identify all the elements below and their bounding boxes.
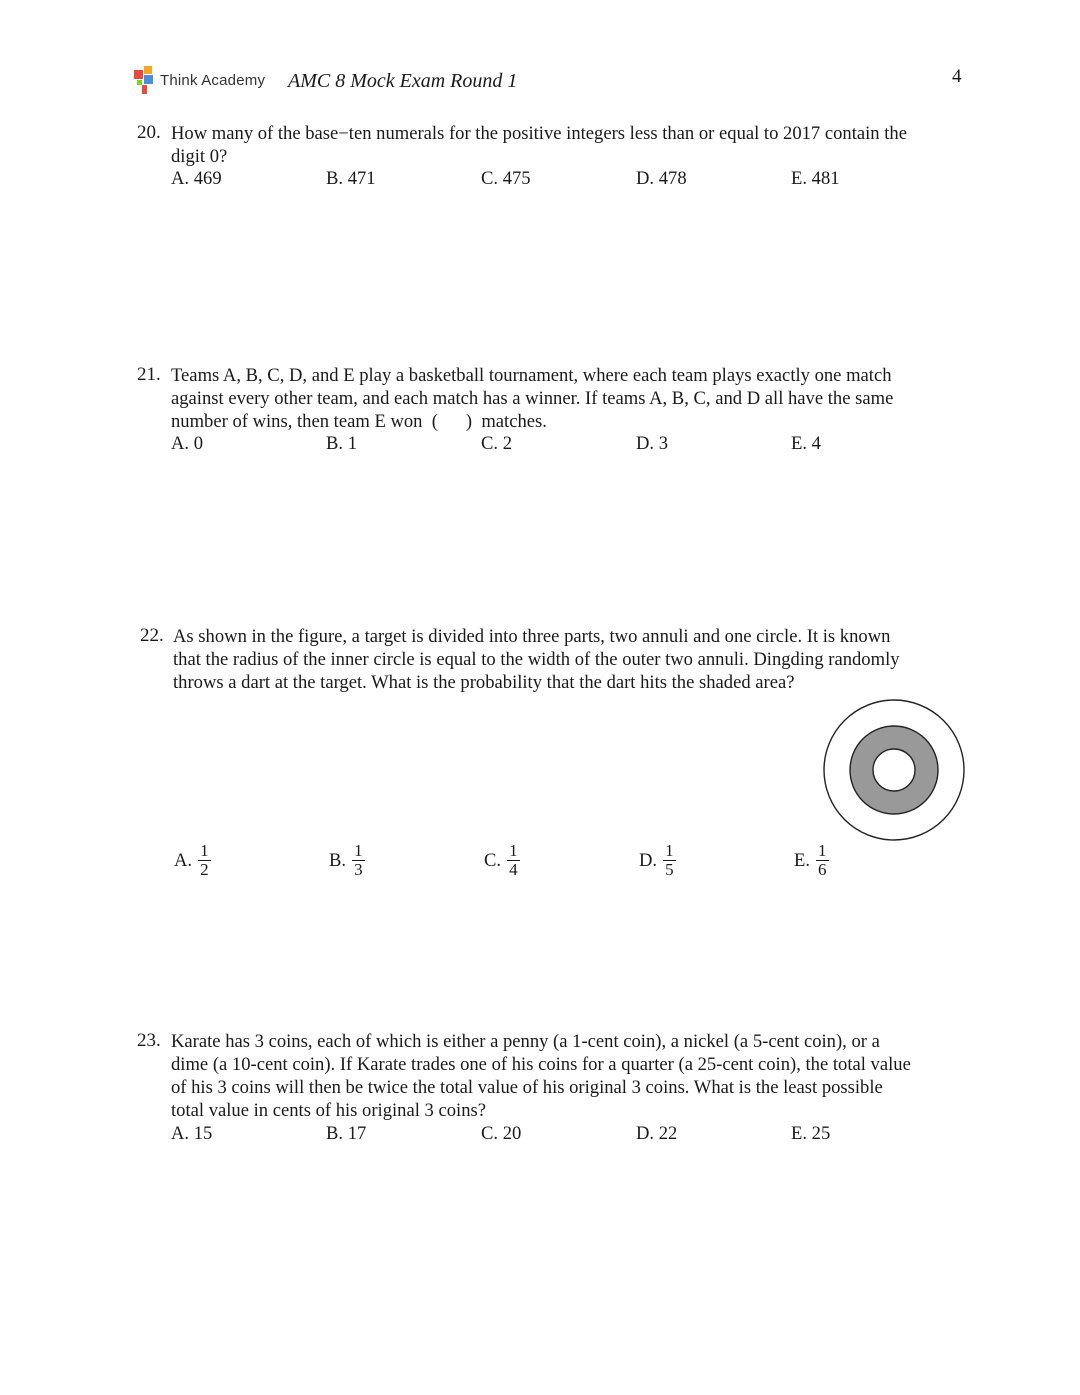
answer-option-c: C. 2: [481, 433, 512, 454]
question-text: Karate has 3 coins, each of which is either a penny (a 1-cent coin), a nickel (a 5-cent coin), or a dime (a 10-cent coin). If Karate trades one of his coins for a quarter (a 25-cent coin), the total value of his 3 coins will then be twice the total value of his original 3 coins. What is the least possible total value in cents of his original 3 coins?: [171, 1031, 911, 1121]
answer-option-a: A. 15: [171, 1123, 213, 1144]
answer-option-a: A. 0: [171, 433, 204, 454]
target-figure: [820, 696, 970, 846]
page-number: 4: [952, 66, 962, 87]
brand-name: Think Academy: [160, 72, 266, 89]
answer-option-c: C. 20: [481, 1123, 522, 1144]
question-text: As shown in the figure, a target is divided into three parts, two annuli and one circle. It is known that the radius of the inner circle is equal to the width of the outer two annuli. Dingding randomly throws a dart at the target. What is the probability that the dart hits the shaded area?: [173, 626, 900, 693]
question-text: Teams A, B, C, D, and E play a basketball tournament, where each team plays exactly one match against every other team, and each match has a winner. If teams A, B, C, and D all have the same number of wins, then team E won ( ) matches.: [171, 365, 894, 432]
answer-option-b: B. 1: [326, 433, 357, 454]
answer-option-c: C. $\frac{1}{4}$: [484, 841, 518, 879]
question-number: 20.: [137, 122, 161, 143]
inner-circle: [873, 749, 915, 791]
answer-option-d: D. 3: [636, 433, 669, 454]
think-academy-logo-icon: [134, 66, 158, 96]
question-number: 21.: [137, 364, 161, 385]
answer-option-d: D. 478: [636, 168, 687, 189]
answer-option-d: D. 22: [636, 1123, 678, 1144]
question-number: 22.: [140, 625, 164, 646]
question-text: How many of the base−ten numerals for the positive integers less than or equal to 2017 contain the digit 0?: [171, 123, 907, 167]
answer-option-b: B. 17: [326, 1123, 367, 1144]
answer-option-b: B. 471: [326, 168, 376, 189]
answer-option-a: A. 469: [171, 168, 222, 189]
answer-option-b: B. $\frac{1}{3}$: [329, 841, 363, 879]
answer-option-d: D. $\frac{1}{5}$: [639, 841, 674, 879]
question-number: 23.: [137, 1030, 161, 1051]
exam-title: AMC 8 Mock Exam Round 1: [288, 70, 518, 92]
answer-option-e: E. $\frac{1}{6}$: [794, 841, 827, 879]
answer-option-e: E. 481: [791, 168, 840, 189]
answer-option-c: C. 475: [481, 168, 531, 189]
answer-option-e: E. 25: [791, 1123, 831, 1144]
answer-option-e: E. 4: [791, 433, 821, 454]
answer-option-a: A. $\frac{1}{2}$: [174, 841, 209, 879]
